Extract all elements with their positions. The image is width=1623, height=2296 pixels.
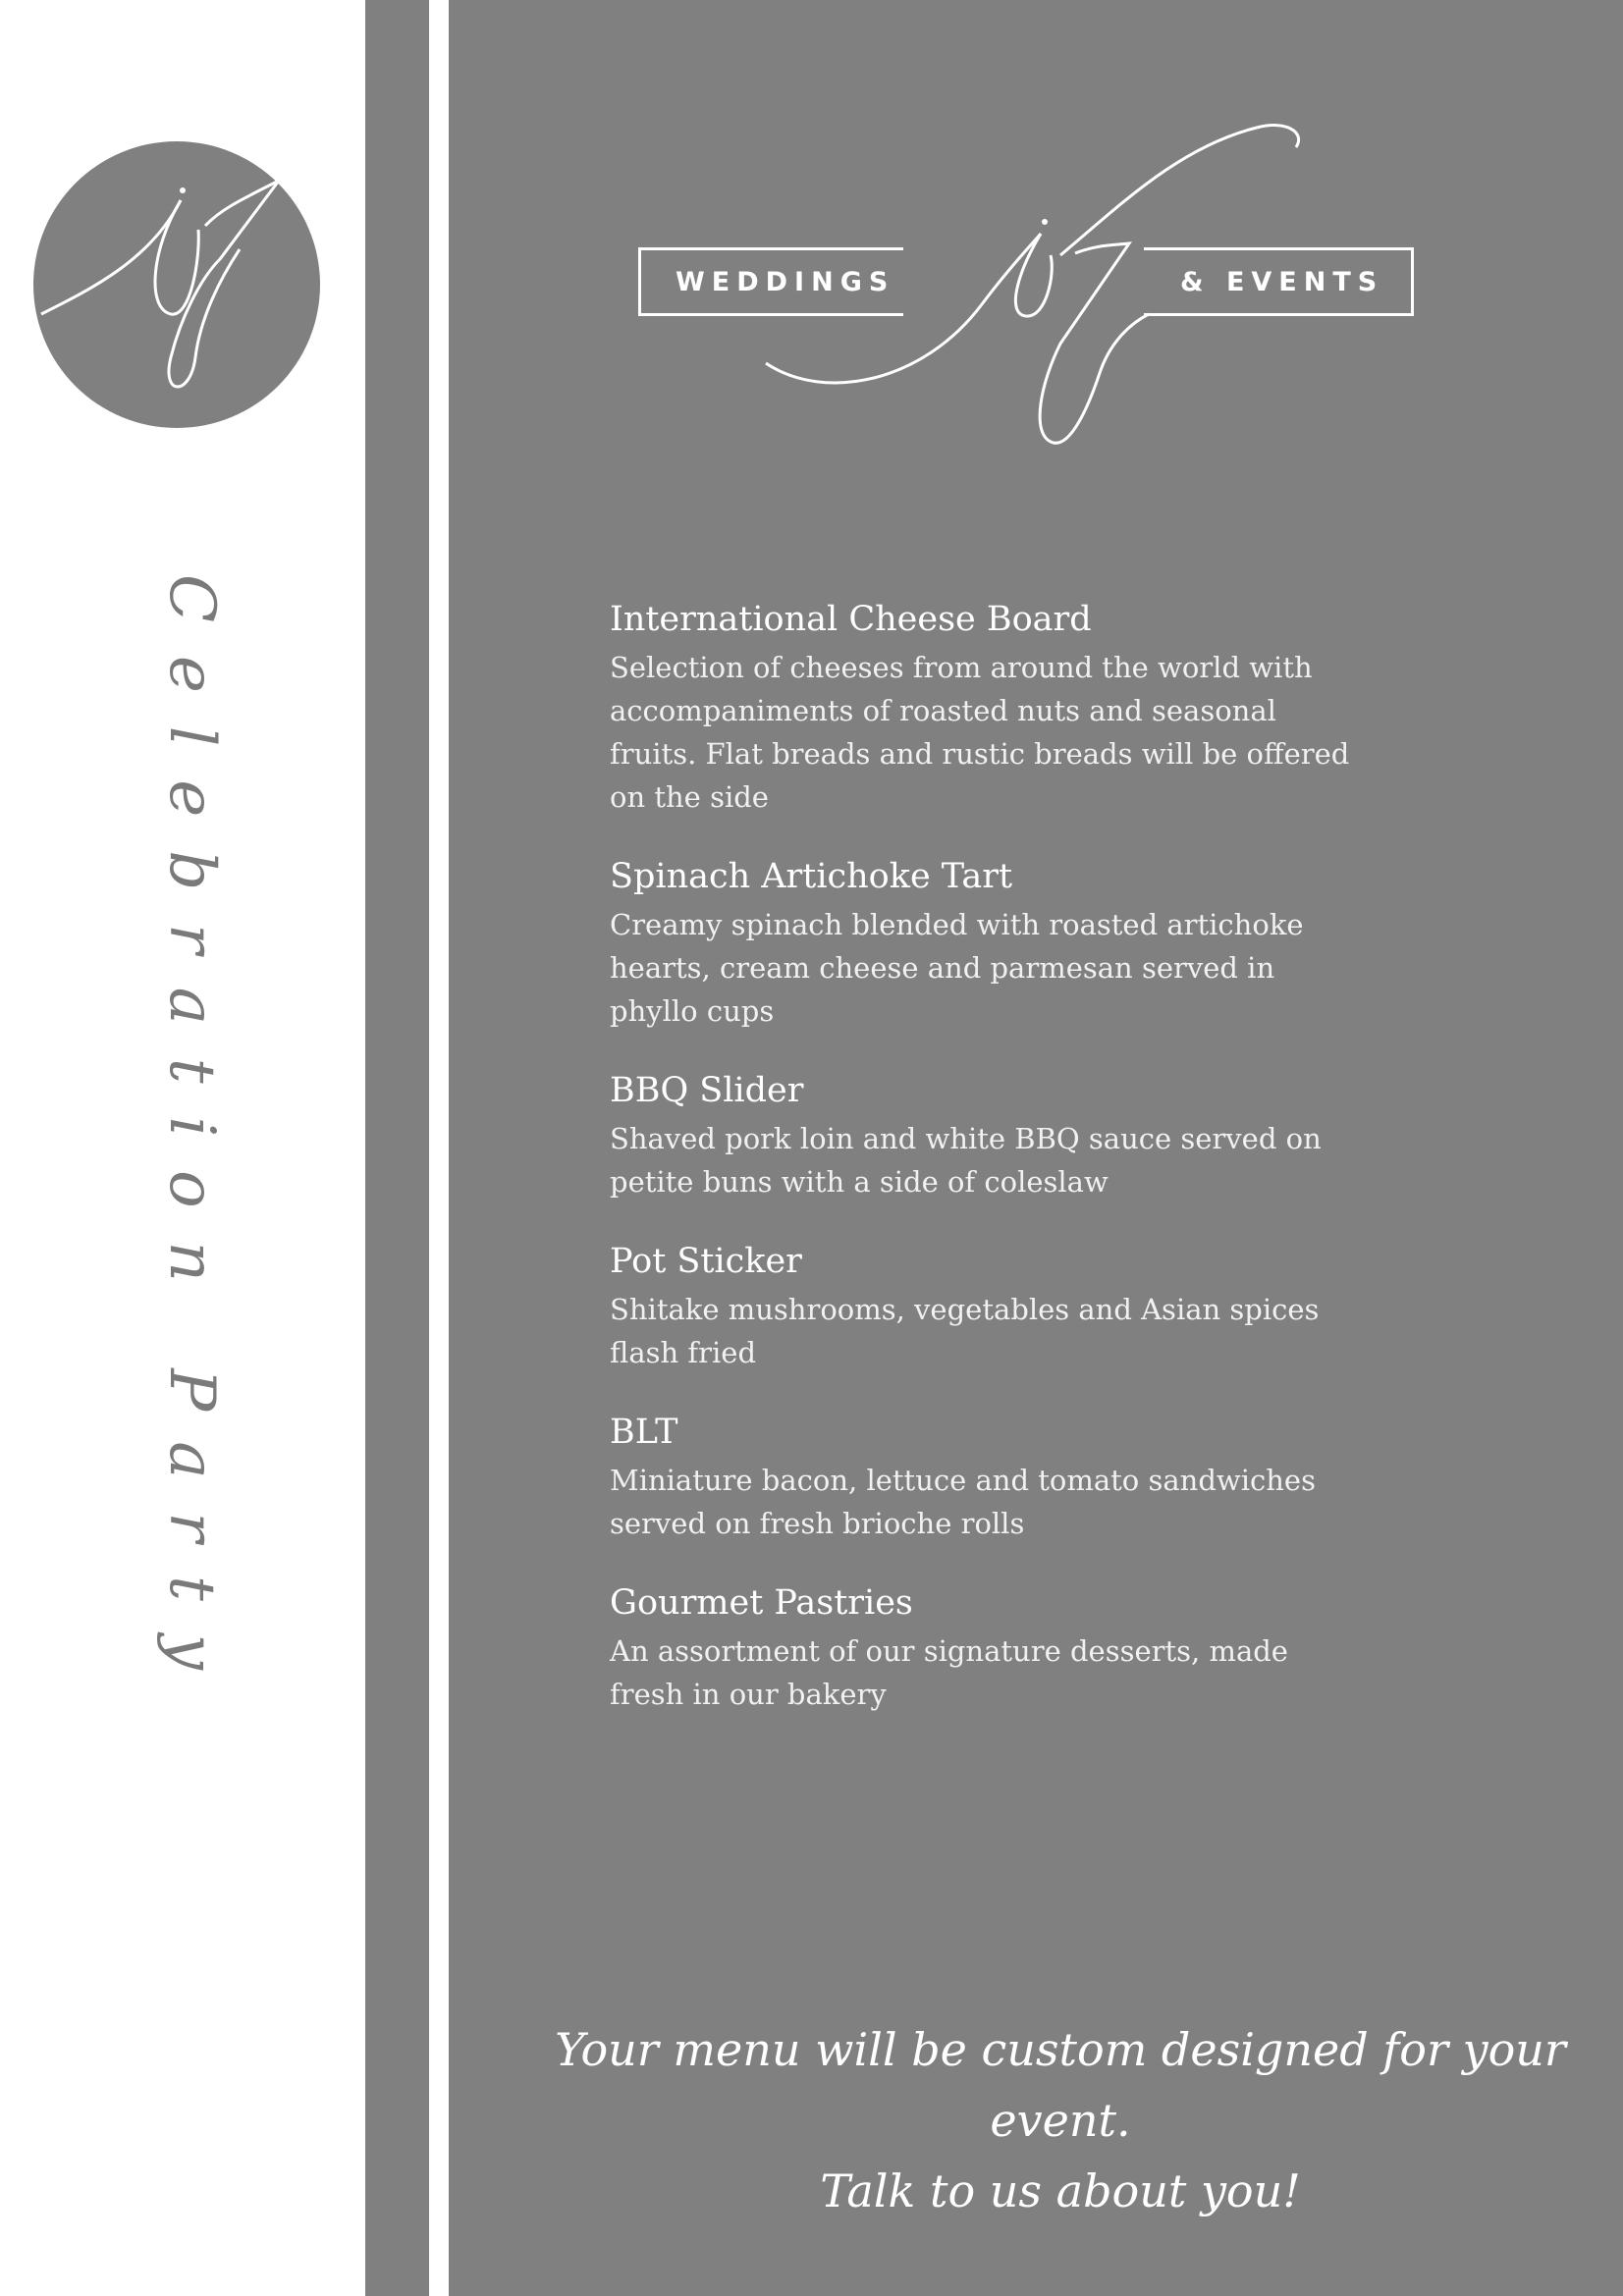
- menu-item-description: Shaved pork loin and white BBQ sauce served on petite buns with a side of coleslaw: [610, 1122, 1322, 1199]
- decorative-stripe: [365, 0, 429, 2296]
- menu-item-description: Shitake mushrooms, vegetables and Asian spices flash fried: [610, 1293, 1320, 1369]
- menu-item-description: Selection of cheeses from around the world with accompaniments of roasted nuts and seasonal fruits. Flat breads and rustic breads will be offered on the side: [610, 651, 1350, 814]
- monogram-jz-icon: [33, 141, 320, 428]
- menu-item-name: International Cheese Board: [610, 600, 1092, 639]
- brand-logo: [628, 108, 1434, 461]
- stripe-gap: [429, 0, 449, 2296]
- menu-item: [610, 1410, 1356, 1545]
- menu-item-name: BBQ Slider: [610, 1071, 804, 1110]
- menu-item: [610, 597, 1356, 819]
- brand-monogram-icon: [628, 108, 1434, 461]
- menu-item-name: Gourmet Pastries: [610, 1583, 913, 1623]
- side-title: Celebration Party: [155, 574, 228, 1703]
- footer-line-2: Talk to us about you!: [820, 2164, 1301, 2217]
- menu-item: [610, 1580, 1356, 1716]
- menu-item: [610, 1068, 1356, 1203]
- menu-item: [610, 1239, 1356, 1374]
- footer-line-1: Your menu will be custom designed for your event.: [555, 2023, 1566, 2147]
- menu-item-name: Spinach Artichoke Tart: [610, 857, 1013, 896]
- brand-events-label: & EVENTS: [1180, 267, 1384, 297]
- footer-note: [530, 2014, 1591, 2226]
- menu-item-description: Miniature bacon, lettuce and tomato sandwiches served on fresh brioche rolls: [610, 1464, 1316, 1540]
- menu-item-name: BLT: [610, 1413, 678, 1452]
- menu-item: [610, 854, 1356, 1033]
- monogram-logo: [33, 141, 320, 428]
- menu-item-name: Pot Sticker: [610, 1242, 802, 1281]
- menu-item-description: Creamy spinach blended with roasted artichoke hearts, cream cheese and parmesan served in phyllo cups: [610, 908, 1304, 1028]
- menu-list: [610, 597, 1356, 1751]
- brand-weddings-label: WEDDINGS: [676, 267, 895, 297]
- left-panel: [0, 0, 365, 2296]
- menu-item-description: An assortment of our signature desserts, made fresh in our bakery: [610, 1634, 1288, 1711]
